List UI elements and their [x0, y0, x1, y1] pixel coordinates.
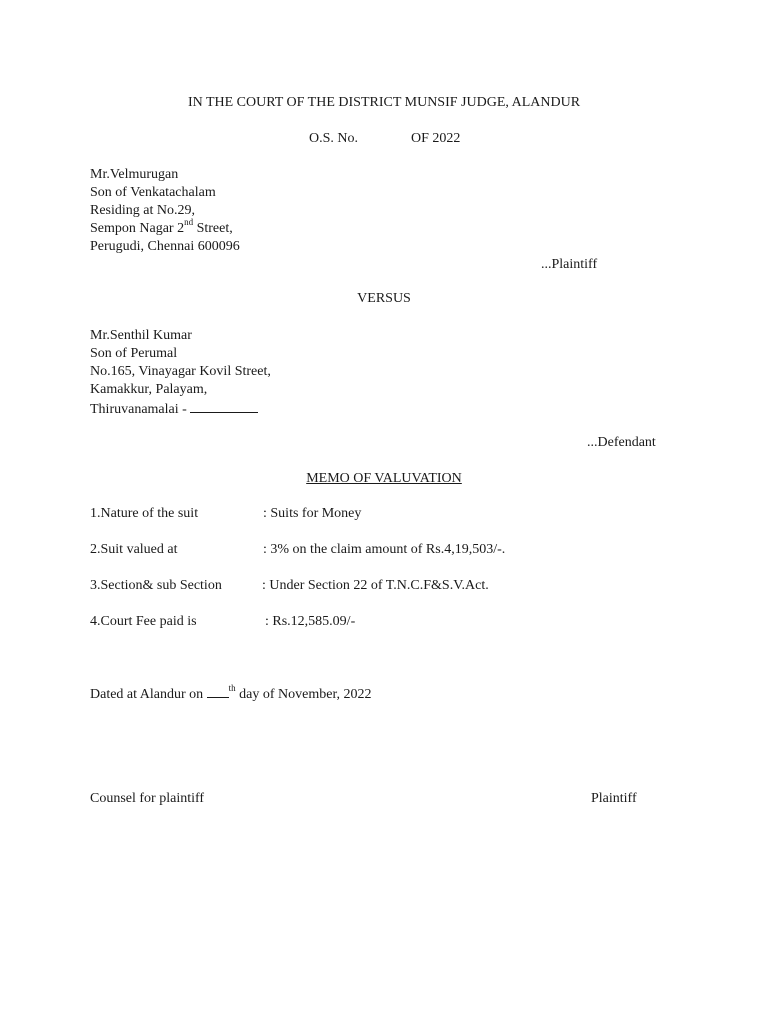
item-value-nature: : Suits for Money — [263, 506, 362, 521]
plaintiff-name: Mr.Velmurugan — [90, 167, 179, 182]
signature-counsel: Counsel for plaintiff — [90, 791, 205, 806]
plaintiff-address-line1: Residing at No.29, — [90, 203, 195, 218]
item-value-court-fee: : Rs.12,585.09/- — [265, 614, 356, 629]
plaintiff-address-line2-post: Street, — [193, 221, 233, 236]
plaintiff-parent: Son of Venkatachalam — [90, 185, 216, 200]
item-label-section: 3.Section& sub Section — [90, 578, 222, 593]
day-blank — [207, 684, 229, 698]
plaintiff-address-line2-sup: nd — [184, 217, 194, 228]
plaintiff-address-line3: Perugudi, Chennai 600096 — [90, 239, 240, 254]
item-value-valued: : 3% on the claim amount of Rs.4,19,503/-. — [263, 542, 506, 557]
defendant-parent: Son of Perumal — [90, 346, 178, 361]
dated-pre: Dated at Alandur on — [90, 687, 207, 702]
defendant-address-line3 — [90, 399, 258, 419]
defendant-address-line1: No.165, Vinayagar Kovil Street, — [90, 364, 271, 379]
court-heading: IN THE COURT OF THE DISTRICT MUNSIF JUDGE, ALANDUR — [187, 95, 581, 110]
plaintiff-address-line2-pre: Sempon Nagar 2 — [90, 221, 185, 236]
memo-title: MEMO OF VALUVATION — [306, 471, 462, 486]
pincode-blank — [190, 399, 258, 413]
signature-plaintiff: Plaintiff — [591, 791, 637, 806]
item-label-court-fee: 4.Court Fee paid is — [90, 614, 197, 629]
dated-line — [90, 684, 372, 704]
item-label-valued: 2.Suit valued at — [90, 542, 178, 557]
case-number-prefix: O.S. No. — [309, 131, 359, 146]
defendant-role: ...Defendant — [587, 435, 656, 450]
dated-post: day of November, 2022 — [235, 687, 372, 702]
dated-sup: th — [228, 683, 236, 694]
plaintiff-address-line2 — [90, 217, 233, 238]
case-number-suffix: OF 2022 — [411, 131, 461, 146]
defendant-name: Mr.Senthil Kumar — [90, 328, 192, 343]
defendant-address-line2: Kamakkur, Palayam, — [90, 382, 208, 397]
plaintiff-role: ...Plaintiff — [541, 257, 598, 272]
defendant-address-line3-text: Thiruvanamalai - — [90, 402, 191, 417]
item-label-nature: 1.Nature of the suit — [90, 506, 199, 521]
item-value-section: : Under Section 22 of T.N.C.F&S.V.Act. — [262, 578, 489, 593]
versus-label: VERSUS — [357, 291, 411, 306]
